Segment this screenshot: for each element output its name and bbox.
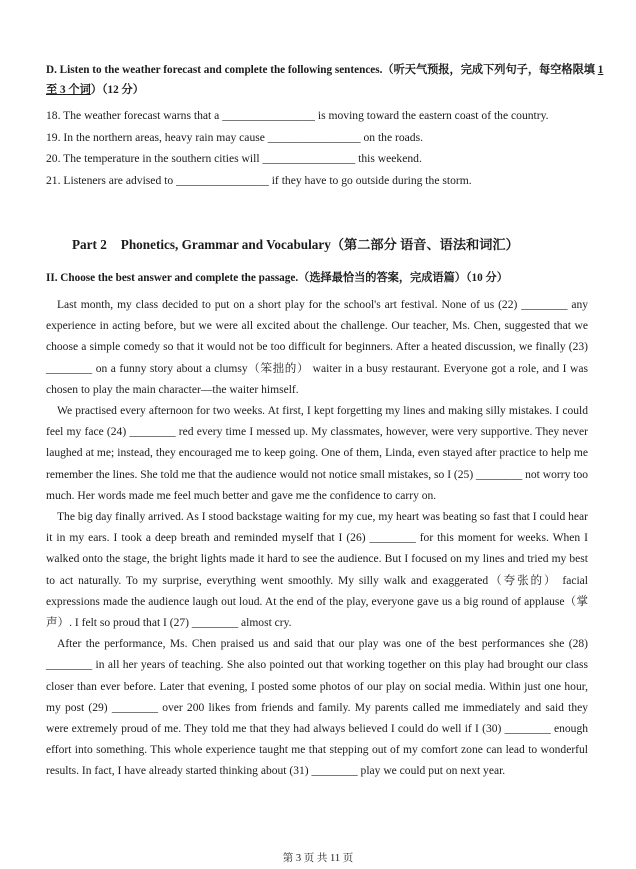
passage-paragraph-4: After the performance, Ms. Chen praised us and said that our play was one of the best performances she (28) ________ in all her years of teaching. She also pointed out that working together on this play had brought our class closer than ever before. Later that evening, I posted some photos of our play on social media. Within just one hour, my post (29) ________ over 200 likes from friends and family. My parents called me immediately and said they were extremely proud of me. They told me that they had always believed I could do well if I (30) ________ enough effort into something. This whole experience taught me that stepping out of my comfort zone can lead to wonderful results. In fact, I have already started thinking about (31) ________ play we could put on next year. bbox=[46, 638, 588, 778]
section-d-word-limit: 1 至 3 个词 bbox=[46, 64, 604, 96]
question-21: 21. Listeners are advised to ________________ if they have to go outside during the storm. bbox=[46, 174, 472, 187]
part2-title bbox=[72, 234, 612, 253]
cloze-passage bbox=[46, 295, 588, 783]
passage-paragraph-1: Last month, my class decided to put on a short play for the school's art festival. None of us (22) ________ any experience in acting before, but we were all excited about the challenge. Our teacher, Ms. Chen, suggested that we choose a simple comedy so that it would not be too difficult for beginners. After a heated discussion, we finally (23) ________ on a funny story about a clumsy（笨拙的） waiter in a busy restaurant. Everyone got a role, and I was chosen to play the main character—the waiter himself. bbox=[46, 299, 588, 396]
passage-paragraph-2: We practised every afternoon for two weeks. At first, I kept forgetting my lines and making silly mistakes. I could feel my face (24) ________ red every time I messed up. My classmates, however, were very supportive. They never laughed at me; instead, they encouraged me to keep going. One of them, Linda, even stayed after practice to help me remember the lines. She told me that the audience would not notice small mistakes, so I (25) ________ not worry too much. Her words made me feel much better and gave me the confidence to carry on. bbox=[46, 405, 588, 502]
passage-paragraph-3: The big day finally arrived. As I stood backstage waiting for my cue, my heart was beating so fast that I could hear it in my ears. I took a deep breath and reminded myself that I (26) ________ for this moment for weeks. When I walked onto the stage, the bright lights made it hard to see the audience. But I focused on my lines and tried my best to act naturally. To my surprise, everything went smoothly. My silly walk and exaggerated（夸张的） facial expressions made the audience laugh out loud. At the end of the play, everyone gave us a big round of applause（掌声）. I felt so proud that I (27) ________ almost cry. bbox=[46, 511, 588, 630]
page-number: 第 3 页 共 11 页 bbox=[282, 853, 354, 864]
question-18: 18. The weather forecast warns that a ________________ is moving toward the eastern coast of the country. bbox=[46, 109, 549, 122]
section-ii-heading: II. Choose the best answer and complete the passage.（选择最恰当的答案，完成语篇）（10 分） bbox=[46, 272, 508, 284]
question-20: 20. The temperature in the southern cities will ________________ this weekend. bbox=[46, 152, 422, 165]
part2-subtitle: Phonetics, Grammar and Vocabulary（第二部分 语音、语法和词汇） bbox=[120, 237, 519, 252]
section-d-heading-text: D. Listen to the weather forecast and complete the following sentences.（听天气预报，完成下列句子，每空格限填 bbox=[46, 64, 598, 76]
question-19: 19. In the northern areas, heavy rain may cause ________________ on the roads. bbox=[46, 131, 424, 144]
section-d-heading bbox=[46, 60, 606, 100]
part2-label: Part 2 bbox=[72, 237, 107, 252]
section-d-score: ）（12 分） bbox=[90, 84, 144, 96]
